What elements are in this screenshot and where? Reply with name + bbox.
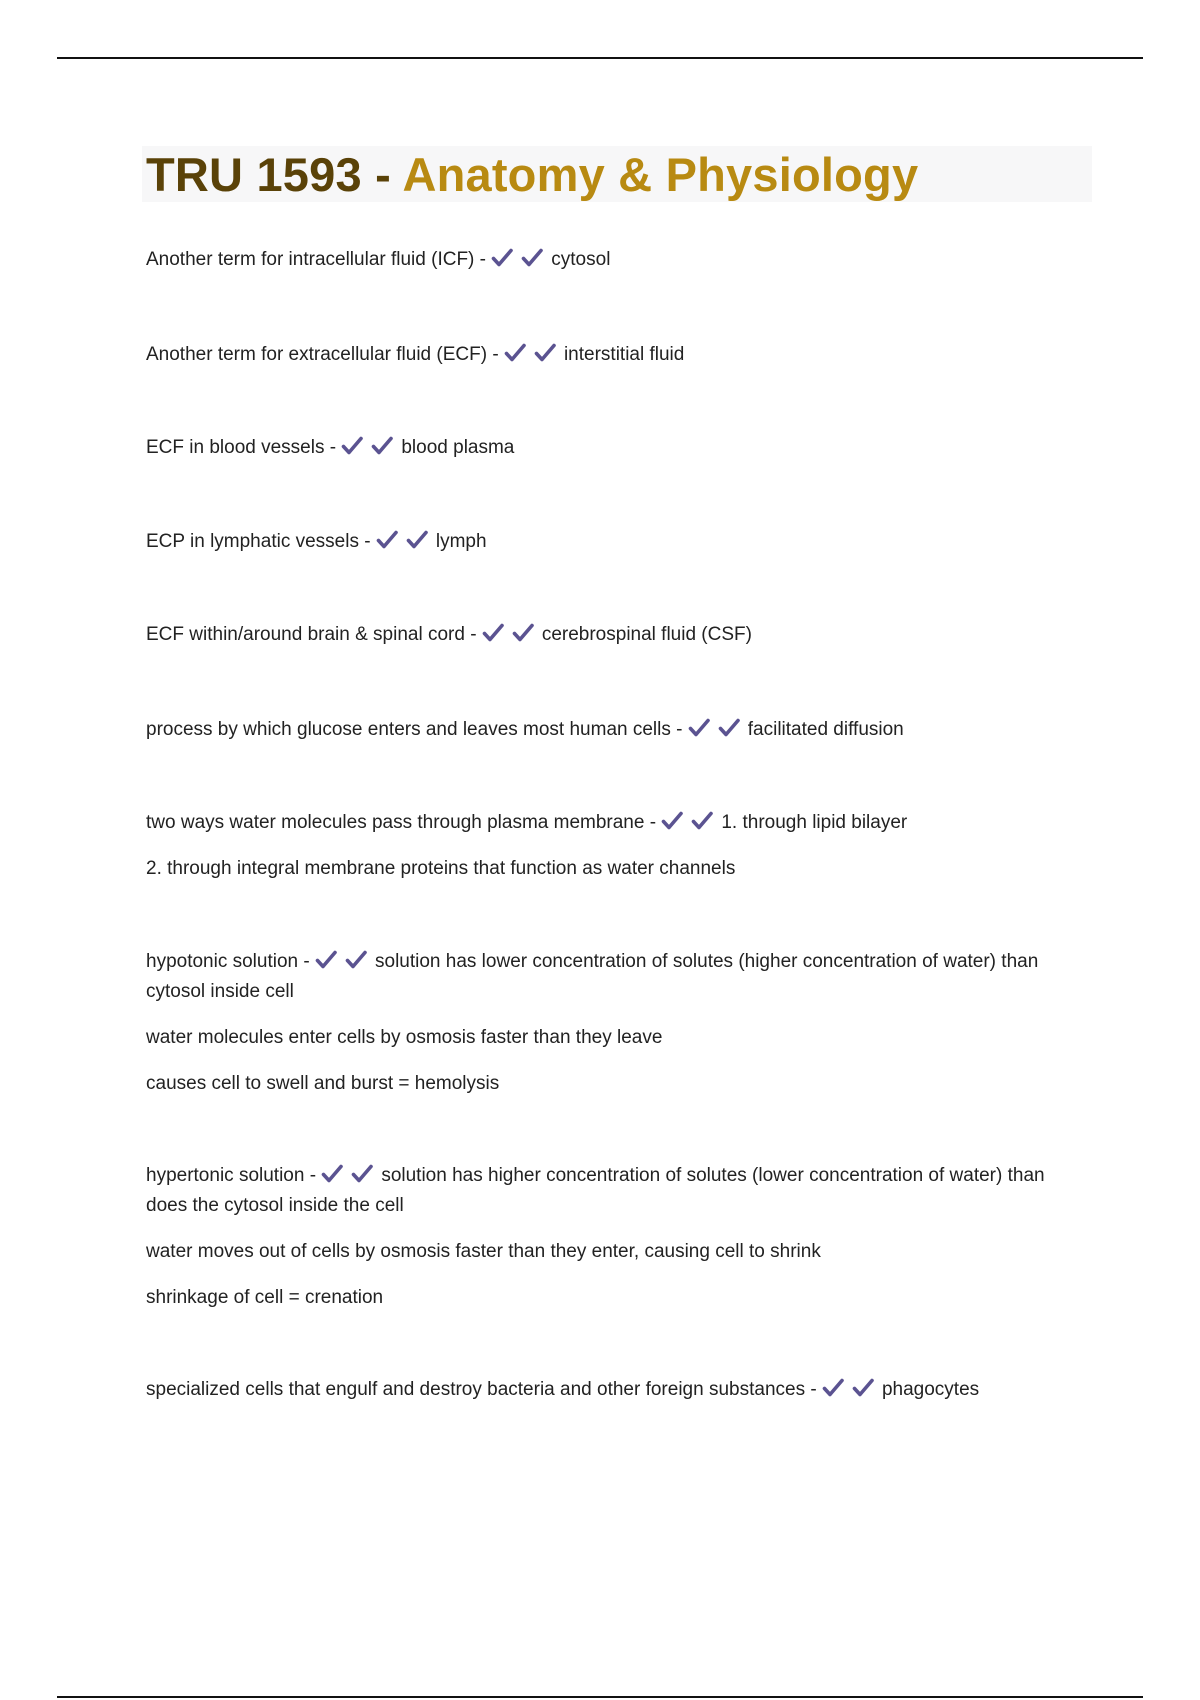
answer-text: lymph (435, 531, 487, 552)
flashcard (146, 527, 1086, 557)
answer-text: phagocytes (881, 1379, 980, 1400)
question-text: ECF within/around brain & spinal cord (146, 624, 465, 645)
bottom-page-rule (57, 1696, 1143, 1698)
answer-text: cerebrospinal fluid (CSF) (541, 624, 752, 645)
flashcard (146, 1375, 1086, 1405)
checkmark-icon (661, 810, 683, 832)
answer-line (146, 1237, 1086, 1267)
question-separator: - (309, 1165, 317, 1186)
flashcard-first-line (146, 245, 1086, 275)
answer-line (146, 1023, 1086, 1053)
question-text: Another term for intracellular fluid (ICF) (146, 249, 475, 270)
checkmark-icon (376, 529, 398, 551)
flashcard-first-line (146, 808, 1086, 838)
flashcard (146, 715, 1086, 745)
flashcard-first-line (146, 1161, 1086, 1221)
checkmark-icon (688, 717, 710, 739)
checkmark-icon (491, 247, 513, 269)
checkmark-icon (512, 622, 534, 644)
question-separator: - (364, 531, 371, 552)
course-name: Anatomy & Physiology (402, 148, 919, 201)
checkmark-icon (321, 1163, 343, 1185)
answer-text: solution has lower concentration of solutes (higher concentration of water) than cytosol inside cell (146, 951, 1039, 1002)
answer-line (146, 854, 1086, 884)
flashcard (146, 245, 1086, 275)
answer-text: solution has higher concentration of solutes (lower concentration of water) than does the cytosol inside the cell (146, 1165, 1045, 1216)
checkmark-icon (345, 949, 367, 971)
answer-text: water moves out of cells by osmosis faster than they enter, causing cell to shrink (146, 1241, 821, 1262)
question-separator: - (810, 1379, 817, 1400)
answer-text: facilitated diffusion (747, 719, 904, 740)
answer-text: shrinkage of cell = crenation (146, 1287, 384, 1308)
answer-text: causes cell to swell and burst = hemolysis (146, 1073, 500, 1094)
answer-text: blood plasma (401, 437, 515, 458)
checkmark-icon (521, 247, 543, 269)
checkmark-icon (351, 1163, 373, 1185)
checkmark-icon (534, 342, 556, 364)
answer-text: 2. through integral membrane proteins that function as water channels (146, 858, 736, 879)
checkmark-icon (852, 1377, 874, 1399)
answer-line (146, 1283, 1086, 1313)
question-text: specialized cells that engulf and destroy bacteria and other foreign substances (146, 1379, 806, 1400)
question-text: ECF in blood vessels (146, 437, 325, 458)
answer-text: interstitial fluid (563, 344, 685, 365)
checkmark-icon (691, 810, 713, 832)
flashcard-first-line (146, 340, 1086, 370)
answer-line (146, 1069, 1086, 1099)
checkmark-icon (315, 949, 337, 971)
question-text: Another term for extracellular fluid (ECF) (146, 344, 488, 365)
checkmark-icon (406, 529, 428, 551)
answer-text: cytosol (551, 249, 611, 270)
flashcard (146, 1161, 1086, 1313)
question-separator: - (303, 951, 310, 972)
question-separator: - (676, 719, 683, 740)
question-text: two ways water molecules pass through plasma membrane (146, 812, 645, 833)
flashcard-first-line (146, 947, 1086, 1007)
flashcard-first-line (146, 527, 1086, 557)
checkmark-icon (482, 622, 504, 644)
flashcard (146, 340, 1086, 370)
checkmark-icon (341, 435, 363, 457)
checkmark-icon (504, 342, 526, 364)
checkmark-icon (822, 1377, 844, 1399)
question-separator: - (470, 624, 477, 645)
top-page-rule (57, 57, 1143, 59)
question-separator: - (649, 812, 657, 833)
flashcard (146, 433, 1086, 463)
question-text: hypotonic solution (146, 951, 299, 972)
question-separator: - (329, 437, 337, 458)
question-separator: - (492, 344, 499, 365)
question-text: process by which glucose enters and leaves most human cells (146, 719, 671, 740)
question-separator: - (479, 249, 486, 270)
flashcard-first-line (146, 433, 1086, 463)
flashcard (146, 808, 1086, 884)
checkmark-icon (718, 717, 740, 739)
answer-text: water molecules enter cells by osmosis faster than they leave (146, 1027, 663, 1048)
flashcard (146, 620, 1086, 650)
page-title (146, 148, 918, 202)
answer-text: 1. through lipid bilayer (721, 812, 908, 833)
flashcard-first-line (146, 620, 1086, 650)
question-text: ECP in lymphatic vessels (146, 531, 359, 552)
checkmark-icon (371, 435, 393, 457)
question-text: hypertonic solution (146, 1165, 305, 1186)
flashcard-first-line (146, 1375, 1086, 1405)
flashcard (146, 947, 1086, 1099)
flashcard-first-line (146, 715, 1086, 745)
course-code: TRU 1593 - (146, 148, 391, 201)
